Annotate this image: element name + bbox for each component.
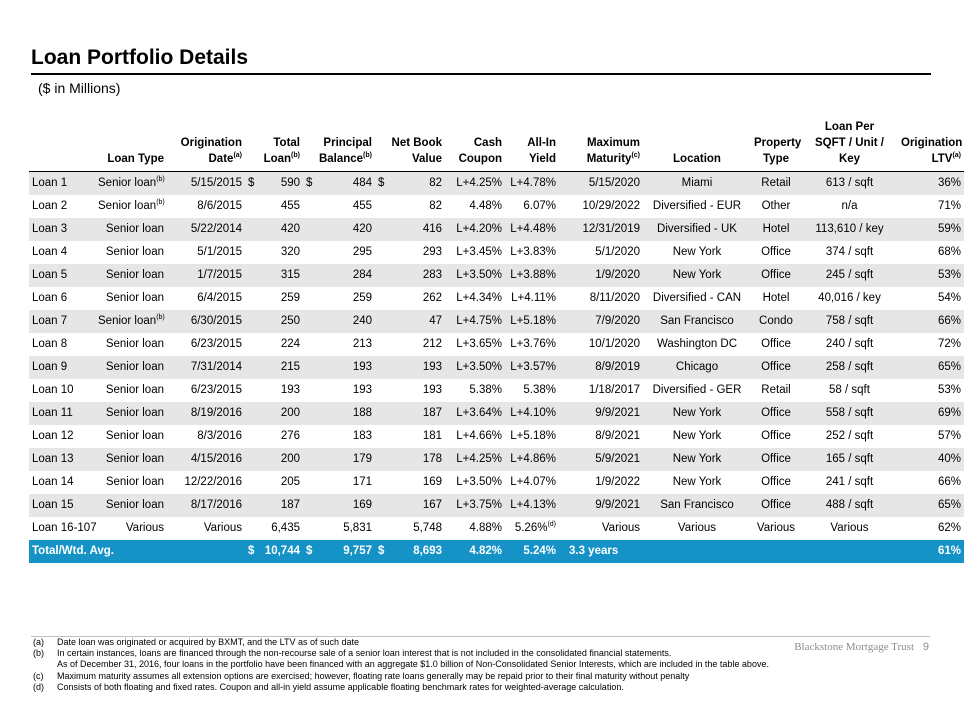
maximum-maturity-cell: 10/29/2022 xyxy=(582,200,640,212)
origination-ltv-cell: 72% xyxy=(937,338,961,350)
origination-date-cell: 12/22/2016 xyxy=(184,476,242,488)
location-cell: San Francisco xyxy=(643,310,751,333)
footnote-marker: (c) xyxy=(33,670,44,681)
cash-coupon-cell: L+4.66% xyxy=(456,430,502,442)
table-row xyxy=(29,448,964,471)
maximum-maturity-cell: 12/31/2019 xyxy=(559,218,643,241)
net-book-value-cell: 169 xyxy=(422,476,442,488)
table-row xyxy=(29,379,964,402)
location-cell: New York xyxy=(672,430,722,442)
origination-ltv-cell: 65% xyxy=(898,494,964,517)
header-principal-balance: Principal Balance$^{(b)}$ xyxy=(303,118,375,172)
property-type-cell: Office xyxy=(761,338,791,350)
origination-date-cell: 8/17/2016 xyxy=(167,494,245,517)
property-type-cell: Office xyxy=(751,264,801,287)
maximum-maturity-cell: 10/1/2020 xyxy=(588,338,640,350)
property-type-cell: Retail xyxy=(761,384,791,396)
footnote-marker: (a) xyxy=(33,637,44,647)
loan-per-cell: 252 / sqft xyxy=(825,430,874,442)
loan-per-cell: 613 / sqft xyxy=(801,172,898,196)
total-loan-cell: 205 xyxy=(280,476,300,488)
all-in-yield-cell: L+4.13% xyxy=(505,494,559,517)
net-book-value-cell: 193 xyxy=(375,356,445,379)
cash-coupon-cell: L+4.34% xyxy=(456,292,502,304)
net-book-value-cell: 416 xyxy=(375,218,445,241)
net-book-value-cell: 193 xyxy=(422,384,442,396)
origination-ltv-cell: 40% xyxy=(898,448,964,471)
net-book-value-cell: 262 xyxy=(422,292,442,304)
maximum-maturity-cell: 8/11/2020 xyxy=(589,292,640,304)
loan-per-cell: 58 / sqft xyxy=(829,384,870,396)
location-cell: Diversified - UK xyxy=(643,218,751,241)
total-loan-cell: 6,435 xyxy=(271,522,300,534)
property-type-cell: Office xyxy=(761,246,791,258)
header-location: Location xyxy=(643,118,751,172)
loan-per-cell: 113,610 / key xyxy=(801,218,898,241)
total-label: Total/Wtd. Avg. xyxy=(29,540,245,563)
all-in-yield-cell: L+3.76% xyxy=(510,338,556,350)
page-title: Loan Portfolio Details xyxy=(31,46,249,69)
table-row xyxy=(29,517,964,540)
table-row xyxy=(29,356,964,379)
footnote-text: Maximum maturity assumes all extension options are exercised; however, floating rate loans generally may be repaid prior to their final maturity without penalty xyxy=(57,670,690,681)
maximum-maturity-cell: 9/9/2021 xyxy=(559,402,643,425)
property-type-cell: Office xyxy=(751,494,801,517)
loan-type-cell: Senior loan xyxy=(95,402,167,425)
total-empty-location xyxy=(643,540,751,563)
loan-type-cell: Senior loan xyxy=(95,448,167,471)
table-row xyxy=(29,241,964,264)
all-in-yield-cell: L+3.83% xyxy=(510,246,556,258)
page-number: 9 xyxy=(922,641,929,653)
origination-ltv-cell: 54% xyxy=(937,292,961,304)
location-cell: New York xyxy=(643,402,751,425)
principal-balance-cell: 284 xyxy=(303,264,375,287)
total-loan-cell: 187 xyxy=(245,494,303,517)
total-loan-cell: 215 xyxy=(245,356,303,379)
origination-ltv-cell: 68% xyxy=(937,246,961,258)
header-maximum-maturity: Maximum Maturity$^{(c)}$ xyxy=(559,118,643,172)
property-type-cell: Office xyxy=(751,402,801,425)
principal-balance-cell: 193 xyxy=(352,384,372,396)
property-type-cell: Retail xyxy=(751,172,801,196)
all-in-yield-cell: L+4.48% xyxy=(505,218,559,241)
maximum-maturity-cell: 7/9/2020 xyxy=(559,310,643,333)
net-book-value-cell: 212 xyxy=(422,338,442,350)
origination-date-cell: 6/23/2015 xyxy=(190,338,242,350)
location-cell: Diversified - CAN xyxy=(652,292,742,304)
property-type-cell: Office xyxy=(761,476,791,488)
loan-type-cell: Senior loan xyxy=(95,264,167,287)
cash-coupon-cell: L+3.65% xyxy=(456,338,502,350)
cash-coupon-cell: L+3.50% xyxy=(456,476,502,488)
net-book-value-cell: $ 82 xyxy=(375,172,445,196)
loan-type-cell: Senior loan xyxy=(105,430,164,442)
footnote-text: As of December 31, 2016, four loans in the portfolio have been financed with an aggregate $1.0 billion of Non-Consolidated Senior Interests, which are included in the table above. xyxy=(57,659,769,670)
footnote-text: In certain instances, loans are financed through the non-recourse sale of a senior loan interest that is not included in the consolidated financial statements. xyxy=(57,648,672,659)
maximum-maturity-cell: 5/15/2020 xyxy=(559,172,643,196)
cash-coupon-cell: L+4.75% xyxy=(445,310,505,333)
footnote-marker: (d) xyxy=(33,681,44,692)
footnote xyxy=(33,671,843,682)
loan-name-cell: Loan 8 xyxy=(32,338,68,350)
total-loan-cell: 455 xyxy=(280,200,300,212)
net-book-value-cell: 82 xyxy=(429,200,442,212)
loan-per-cell: 488 / sqft xyxy=(801,494,898,517)
total-loan-cell: $ 10,744 xyxy=(245,540,303,563)
table-row xyxy=(29,333,964,356)
total-loan-cell: 193 xyxy=(280,384,300,396)
loan-per-cell: n/a xyxy=(841,200,858,212)
cash-coupon-cell: 4.48% xyxy=(469,200,502,212)
total-ltv-cell: 61% xyxy=(898,540,964,563)
net-book-value-cell: 293 xyxy=(422,246,442,258)
origination-date-cell: 6/30/2015 xyxy=(167,310,245,333)
principal-balance-cell: 455 xyxy=(352,200,372,212)
total-loan-cell: 200 xyxy=(245,402,303,425)
location-cell: Chicago xyxy=(643,356,751,379)
table-row xyxy=(29,264,964,287)
property-type-cell: Hotel xyxy=(751,218,801,241)
property-type-cell: Office xyxy=(751,448,801,471)
loan-type-cell: Various xyxy=(125,522,164,534)
loan-type-cell: Senior loan xyxy=(95,218,167,241)
total-loan-cell: 320 xyxy=(280,246,300,258)
loan-name-cell: Loan 10 xyxy=(32,384,74,396)
principal-balance-cell: $ 484 xyxy=(303,172,375,196)
total-coupon-cell: 4.82% xyxy=(445,540,505,563)
loan-type-cell: Senior loan$^{(b)}$ xyxy=(95,310,167,333)
property-type-cell: Other xyxy=(761,200,791,212)
origination-date-cell: 6/23/2015 xyxy=(190,384,242,396)
location-cell: New York xyxy=(643,264,751,287)
total-loan-cell: 276 xyxy=(280,430,300,442)
location-cell: New York xyxy=(672,476,722,488)
total-loan-cell: 224 xyxy=(280,338,300,350)
header-loan-per: Loan Per SQFT / Unit / Key xyxy=(801,118,898,172)
brand-name: Blackstone Mortgage Trust xyxy=(794,641,914,653)
total-loan-cell: 250 xyxy=(245,310,303,333)
origination-ltv-cell: 57% xyxy=(937,430,961,442)
loan-per-cell: 758 / sqft xyxy=(801,310,898,333)
loan-type-cell: Senior loan$^{(b)}$ xyxy=(95,172,167,196)
loan-type-cell: Senior loan xyxy=(105,338,164,350)
all-in-yield-cell: L+4.86% xyxy=(505,448,559,471)
origination-ltv-cell: 53% xyxy=(937,384,961,396)
maximum-maturity-cell: 1/18/2017 xyxy=(588,384,640,396)
location-cell: Miami xyxy=(643,172,751,196)
all-in-yield-cell: L+5.18% xyxy=(510,430,556,442)
total-loan-cell: $ 590 xyxy=(245,172,303,196)
maximum-maturity-cell: 5/1/2020 xyxy=(595,246,640,258)
origination-ltv-cell: 66% xyxy=(898,310,964,333)
total-principal-cell: $ 9,757 xyxy=(303,540,375,563)
maximum-maturity-cell: 8/9/2019 xyxy=(559,356,643,379)
loan-type-cell: Senior loan xyxy=(105,476,164,488)
title-divider xyxy=(31,73,931,75)
header-property-type: Property Type xyxy=(751,118,801,172)
maximum-maturity-cell: 8/9/2021 xyxy=(595,430,640,442)
principal-balance-cell: 5,831 xyxy=(343,522,372,534)
cash-coupon-cell: L+4.25% xyxy=(445,172,505,196)
maximum-maturity-cell: 1/9/2020 xyxy=(559,264,643,287)
principal-balance-cell: 193 xyxy=(303,356,375,379)
location-cell: Washington DC xyxy=(656,338,738,350)
table-row xyxy=(29,287,964,310)
property-type-cell: Hotel xyxy=(762,292,790,304)
location-cell: New York xyxy=(672,246,722,258)
property-type-cell: Condo xyxy=(751,310,801,333)
all-in-yield-cell: L+4.78% xyxy=(505,172,559,196)
header-loan xyxy=(29,118,95,172)
table-row xyxy=(29,471,964,494)
table-row xyxy=(29,494,964,517)
location-cell: Diversified - EUR xyxy=(652,200,742,212)
cash-coupon-cell: 4.88% xyxy=(469,522,502,534)
net-book-value-cell: 167 xyxy=(375,494,445,517)
total-loan-cell: 315 xyxy=(245,264,303,287)
total-nbv-cell: $ 8,693 xyxy=(375,540,445,563)
origination-date-cell: 8/3/2016 xyxy=(197,430,242,442)
principal-balance-cell: 183 xyxy=(352,430,372,442)
cash-coupon-cell: L+3.45% xyxy=(456,246,502,258)
principal-balance-cell: 213 xyxy=(352,338,372,350)
cash-coupon-cell: 5.38% xyxy=(469,384,502,396)
principal-balance-cell: 420 xyxy=(303,218,375,241)
loan-per-cell: 558 / sqft xyxy=(801,402,898,425)
header-total-loan: Total Loan$^{(b)}$ xyxy=(245,118,303,172)
loan-name-cell: Loan 4 xyxy=(32,246,68,258)
maximum-maturity-cell: 1/9/2022 xyxy=(595,476,640,488)
principal-balance-cell: 295 xyxy=(352,246,372,258)
cash-coupon-cell: L+3.75% xyxy=(445,494,505,517)
loan-portfolio-table xyxy=(29,118,964,563)
origination-date-cell: Various xyxy=(203,522,242,534)
origination-ltv-cell: 66% xyxy=(937,476,961,488)
net-book-value-cell: 283 xyxy=(375,264,445,287)
table-row xyxy=(29,402,964,425)
property-type-cell: Office xyxy=(761,430,791,442)
table-row xyxy=(29,195,964,218)
footnote xyxy=(33,682,843,693)
table-row xyxy=(29,172,964,196)
origination-ltv-cell: 36% xyxy=(898,172,964,196)
cash-coupon-cell: L+3.50% xyxy=(445,264,505,287)
principal-balance-cell: 240 xyxy=(303,310,375,333)
cash-coupon-cell: L+4.20% xyxy=(445,218,505,241)
property-type-cell: Office xyxy=(751,356,801,379)
loan-type-cell: Senior loan xyxy=(95,356,167,379)
origination-ltv-cell: 62% xyxy=(937,522,961,534)
origination-date-cell: 4/15/2016 xyxy=(167,448,245,471)
header-origination-ltv: Origination LTV$^{(a)}$ xyxy=(898,118,964,172)
footnote-marker: (b) xyxy=(33,648,44,659)
net-book-value-cell: 5,748 xyxy=(413,522,442,534)
loan-name-cell: Loan 13 xyxy=(29,448,95,471)
all-in-yield-cell: L+4.07% xyxy=(510,476,556,488)
loan-name-cell: Loan 15 xyxy=(29,494,95,517)
loan-type-cell: Senior loan xyxy=(105,246,164,258)
footnotes xyxy=(33,637,843,693)
table-row xyxy=(29,425,964,448)
loan-per-cell: 165 / sqft xyxy=(801,448,898,471)
principal-balance-cell: 169 xyxy=(303,494,375,517)
header-origination-date: Origination Date$^{(a)}$ xyxy=(167,118,245,172)
loan-name-cell: Loan 16-107 xyxy=(32,522,97,534)
all-in-yield-cell: 5.38% xyxy=(523,384,556,396)
footnote-text: Date loan was originated or acquired by BXMT, and the LTV as of such date xyxy=(57,637,360,647)
net-book-value-cell: 181 xyxy=(422,430,442,442)
loan-name-cell: Loan 12 xyxy=(32,430,74,442)
loan-per-cell: 241 / sqft xyxy=(825,476,874,488)
origination-date-cell: 8/6/2015 xyxy=(197,200,242,212)
cash-coupon-cell: L+3.50% xyxy=(445,356,505,379)
loan-per-cell: Various xyxy=(830,522,869,534)
all-in-yield-cell: L+4.10% xyxy=(505,402,559,425)
loan-name-cell: Loan 6 xyxy=(32,292,68,304)
net-book-value-cell: 187 xyxy=(375,402,445,425)
loan-per-cell: 245 / sqft xyxy=(801,264,898,287)
loan-name-cell: Loan 14 xyxy=(32,476,74,488)
loan-type-cell: Senior loan xyxy=(105,292,164,304)
origination-date-cell: 5/1/2015 xyxy=(197,246,242,258)
table-header-row xyxy=(29,118,964,172)
footnote-marker xyxy=(33,659,57,670)
total-loan-cell: 200 xyxy=(245,448,303,471)
principal-balance-cell: 188 xyxy=(303,402,375,425)
cash-coupon-cell: L+4.25% xyxy=(445,448,505,471)
principal-balance-cell: 179 xyxy=(303,448,375,471)
loan-name-cell: Loan 2 xyxy=(32,200,68,212)
header-loan-type: Loan Type xyxy=(95,118,167,172)
footnote xyxy=(33,648,843,659)
origination-ltv-cell: 59% xyxy=(898,218,964,241)
loan-name-cell: Loan 7 xyxy=(29,310,95,333)
maximum-maturity-cell: 9/9/2021 xyxy=(559,494,643,517)
origination-date-cell: 8/19/2016 xyxy=(167,402,245,425)
total-maturity-cell: 3.3 years xyxy=(559,540,643,563)
loan-type-cell: Senior loan xyxy=(105,384,164,396)
loan-per-cell: 40,016 / key xyxy=(818,292,881,304)
loan-name-cell: Loan 1 xyxy=(29,172,95,196)
header-all-in-yield: All-In Yield xyxy=(505,118,559,172)
maximum-maturity-cell: 5/9/2021 xyxy=(559,448,643,471)
cash-coupon-cell: L+3.64% xyxy=(445,402,505,425)
header-net-book-value: Net Book Value xyxy=(375,118,445,172)
total-loan-cell: 259 xyxy=(280,292,300,304)
origination-date-cell: 6/4/2015 xyxy=(197,292,242,304)
location-cell: Diversified - GER xyxy=(652,384,742,396)
origination-date-cell: 5/15/2015 xyxy=(167,172,245,196)
origination-ltv-cell: 71% xyxy=(937,200,961,212)
loan-name-cell: Loan 11 xyxy=(29,402,95,425)
all-in-yield-cell: L+4.11% xyxy=(511,292,556,304)
loan-name-cell: Loan 9 xyxy=(29,356,95,379)
total-yield-cell: 5.24% xyxy=(505,540,559,563)
principal-balance-cell: 259 xyxy=(352,292,372,304)
origination-ltv-cell: 53% xyxy=(898,264,964,287)
footnote xyxy=(33,637,843,648)
header-cash-coupon: Cash Coupon xyxy=(445,118,505,172)
location-cell: San Francisco xyxy=(643,494,751,517)
location-cell: Various xyxy=(677,522,717,534)
loan-type-cell: Senior loan$^{(b)}$ xyxy=(98,199,165,212)
net-book-value-cell: 47 xyxy=(375,310,445,333)
total-row xyxy=(29,540,964,563)
maximum-maturity-cell: Various xyxy=(601,522,640,534)
total-empty-loan-per xyxy=(801,540,898,563)
all-in-yield-cell: 5.26%$^{(d)}$ xyxy=(514,521,556,534)
footnote-text: Consists of both floating and fixed rates. Coupon and all-in yield assume applicable floating benchmark rates for weighted-average calculation. xyxy=(57,681,624,692)
location-cell: New York xyxy=(643,448,751,471)
origination-ltv-cell: 65% xyxy=(898,356,964,379)
net-book-value-cell: 178 xyxy=(375,448,445,471)
table-row xyxy=(29,218,964,241)
loan-per-cell: 374 / sqft xyxy=(825,246,874,258)
total-empty-property xyxy=(751,540,801,563)
all-in-yield-cell: 6.07% xyxy=(523,200,556,212)
origination-date-cell: 5/22/2014 xyxy=(167,218,245,241)
total-loan-cell: 420 xyxy=(245,218,303,241)
all-in-yield-cell: L+3.57% xyxy=(505,356,559,379)
origination-ltv-cell: 69% xyxy=(898,402,964,425)
loan-name-cell: Loan 5 xyxy=(29,264,95,287)
table-row xyxy=(29,310,964,333)
origination-date-cell: 1/7/2015 xyxy=(167,264,245,287)
loan-per-cell: 258 / sqft xyxy=(801,356,898,379)
loan-name-cell: Loan 3 xyxy=(29,218,95,241)
origination-date-cell: 7/31/2014 xyxy=(167,356,245,379)
footnote xyxy=(33,659,843,670)
principal-balance-cell: 171 xyxy=(352,476,372,488)
page-subtitle: ($ in Millions) xyxy=(38,80,121,96)
loan-per-cell: 240 / sqft xyxy=(825,338,874,350)
loan-type-cell: Senior loan xyxy=(95,494,167,517)
all-in-yield-cell: L+5.18% xyxy=(505,310,559,333)
property-type-cell: Various xyxy=(756,522,796,534)
all-in-yield-cell: L+3.88% xyxy=(505,264,559,287)
